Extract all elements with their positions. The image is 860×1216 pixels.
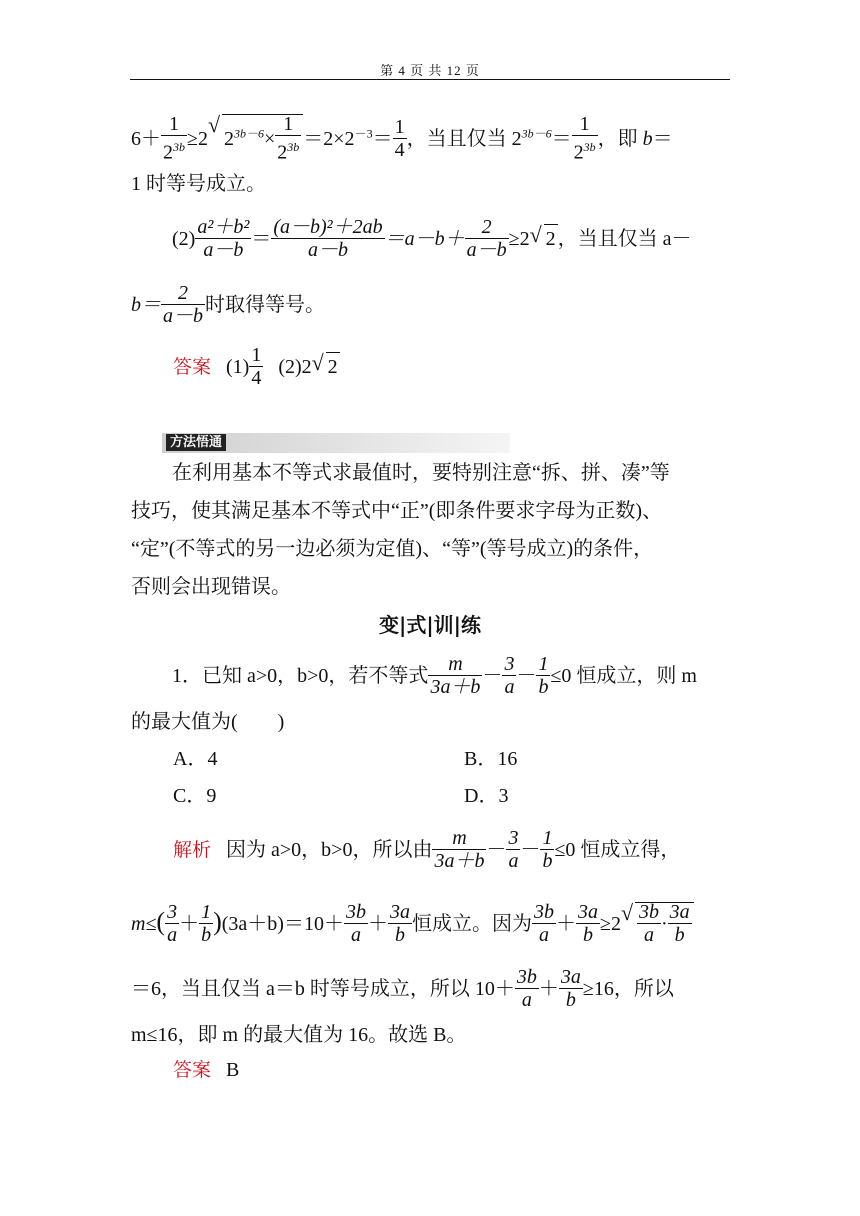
header-rule (130, 79, 730, 80)
method-tag: 方法悟通 (166, 434, 226, 451)
method-line-1: 在利用基本不等式求最值时，要特别注意“拆、拼、凑”等 (172, 462, 670, 484)
answer-label: 答案 (173, 1059, 212, 1081)
option-b: B．16 (464, 748, 518, 770)
solution-line-3: (2) $\frac{\text{a²＋b²}}{a-b}$ ＝ $\frac{\text{(a－b)²＋2ab}}{a-b}$ ＝a－b＋ $\frac{2}{a-b}$ ≥2√ 2 ，当且仅当 a－ (172, 218, 692, 263)
method-banner (162, 433, 510, 453)
question-line-1: 1．已知 a>0，b>0，若不等式 $\frac{m}{3a+b}$ － $\frac{3}{a}$ － $\frac{1}{b}$ ≤0 恒成立，则 m (172, 653, 697, 698)
answer-1: 答案 (1) $\frac{1}{4}$ (2)2√ 2 (173, 346, 340, 391)
method-line-2: 技巧，使其满足基本不等式中“正”(即条件要求字母为正数)、 (131, 500, 663, 522)
analysis-line-1: 解析 因为 a>0，b>0，所以由 $\frac{m}{3a+b}$ － $\frac{3}{a}$ － $\frac{1}{b}$ ≤0 恒成立得， (173, 827, 681, 872)
question-line-2: 的最大值为( ) (131, 711, 285, 733)
page-header: 第 4 页 共 12 页 (380, 63, 480, 78)
method-line-4: 否则会出现错误。 (131, 576, 291, 598)
analysis-line-2: m≤( $\frac{3}{a}$ ＋ $\frac{1}{b}$ )(3a＋b)＝10＋ $\frac{3b}{a}$ ＋ $\frac{3a}{b}$ 恒成立。因为 $\frac{3b}{a}$ ＋ $\frac{3a}{b}$ ≥2 √ $\frac{3b}{a}$ · $\frac{3a}{b}$ (131, 902, 694, 948)
analysis-line-3: ＝6，当且仅当 a＝b 时等号成立，所以 10＋ $\frac{3b}{a}$ ＋ $\frac{3a}{b}$ ≥16，所以 (131, 966, 674, 1011)
section-title: 变|式|训|练 (379, 613, 481, 637)
option-c: C．9 (173, 785, 217, 807)
answer-2: 答案 B (173, 1059, 240, 1081)
option-d: D．3 (464, 785, 509, 807)
method-line-3: “定”(不等式的另一边必须为定值)、“等”(等号成立)的条件， (131, 538, 654, 560)
solution-line-4: b＝ $\frac{2}{a-b}$ 时取得等号。 (131, 282, 325, 327)
solution-line-1: 6＋ $\frac{1}{2^{3b}}$ ≥2√ $2^{3b-6}\times$ $\frac{1}{2^{3b}}$ $=2\times 2^{-3}=$ $\frac{1}{4}$ ，当且仅当 $2^{3b-6}=$ $\frac{1}{2^{3b}}$ ，即 b＝ (131, 114, 673, 166)
analysis-label: 解析 (173, 839, 212, 862)
option-a: A．4 (173, 748, 218, 770)
analysis-line-4: m≤16，即 m 的最大值为 16。故选 B。 (131, 1024, 467, 1046)
answer-label: 答案 (173, 356, 212, 379)
solution-line-2: 1 时等号成立。 (131, 173, 266, 195)
